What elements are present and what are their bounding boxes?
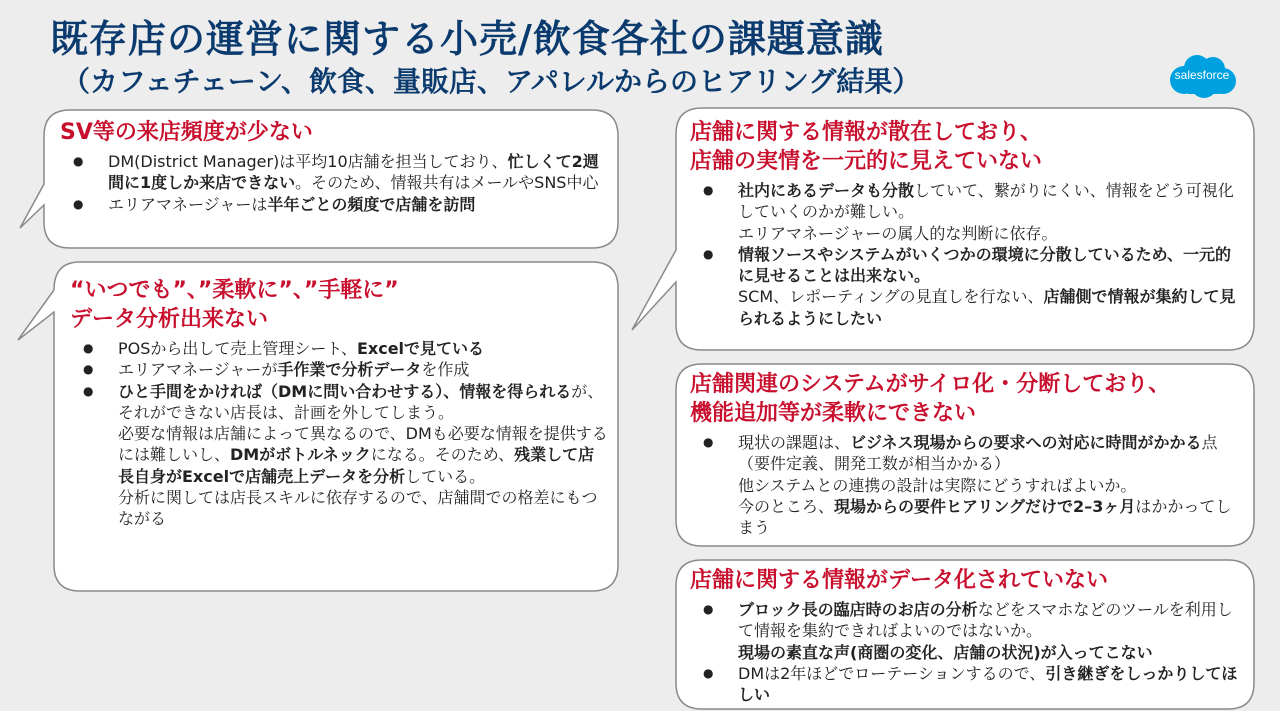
bullet-list [690,180,1246,329]
bullet-item [690,432,1246,538]
bullet-item [60,151,612,194]
body-text: している。 分析に関しては店長スキルに依存するので、店舗間での格差にもつながる [118,466,598,529]
bold-text: 店舗側で情報が集約して見られるようにしたい [738,287,1236,328]
bold-text: 忙しくて2週間に1度しか来店できない [108,152,599,193]
bullet-list [690,599,1248,705]
bubble-heading: “いつでも”、”柔軟に”、”手軽に” [70,278,399,303]
bullet-list [70,338,610,530]
body-text: POSから出して売上管理シート、 [118,339,357,358]
body-text: はかかってしまう [738,496,1232,538]
body-text: を作成 [421,360,470,380]
bold-text: 社内にあるデータも分散 [738,181,915,200]
bullet-item [70,381,610,530]
body-text: になる。そのため、 [370,445,515,465]
bubble-content-data-analysis [70,276,610,530]
bold-text: 現場の素直な声(商圏の変化、店舗の状況)が入ってこない [738,642,1153,662]
bold-text: 情報ソースやシステムがいくつかの環境に分散しているため、一元的に見せることは出来ない。 [738,244,1231,286]
bubble-heading: 機能追加等が柔軟にできない [690,401,977,426]
page-subtitle: （カフェチェーン、飲食、量販店、アパレルからのヒアリング結果） [62,65,921,98]
body-text: エリアマネージャーは [108,194,268,214]
bold-text: Excelで見ている [356,339,485,358]
bubble-content-silo-system [690,370,1246,538]
logo-text: salesforce [1174,68,1230,82]
body-text: SCM、レポーティングの見直しを行ない、 [738,287,1044,307]
body-text: 。そのため、情報共有はメールやSNS中心 [295,173,599,193]
body-text: などをスマホなどのツールを利用して情報を集約できればよいのではないか。 [738,600,1233,641]
body-text: 現状の課題は、 [738,433,851,452]
bubble-content-sv-frequency [60,118,612,215]
bold-text: 手作業で分析データ [277,360,422,380]
bullet-item [70,338,610,359]
bubble-content-scattered-info [690,118,1246,329]
bold-text: 残業して店長自身がExcelで店舗売上データを分析 [118,445,595,486]
bullet-list [690,432,1246,538]
bold-text: ブロック長の臨店時のお店の分析 [738,600,978,619]
bubble-heading: 店舗に関する情報が散在しており、 [690,120,1043,145]
bold-text: 半年ごとの頻度で店舗を訪問 [267,194,476,214]
body-text: DMは2年ほどでローテーションするので、 [738,663,1046,683]
body-text: DM(District Manager)は平均10店舗を担当しており、 [108,152,508,171]
bullet-item [70,359,610,380]
body-text: エリアマネージャーが [118,360,278,380]
bullet-item [690,663,1248,706]
bubble-heading: 店舗の実情を一元的に見えていない [690,149,1043,174]
bubble-heading: 店舗に関する情報がデータ化されていない [690,568,1109,593]
bubble-heading: データ分析出来ない [70,307,269,332]
bullet-item [690,599,1248,663]
bubble-heading: SV等の来店頻度が少ない [60,120,313,145]
body-text: 点（要件定義、開発工数が相当かかる） 他システムとの連携の設計は実際にどうすればよいか。 今のところ、 [738,433,1218,516]
body-text: していて、繋がりにくい、情報をどう可視化していくのかが難しい。 エリアマネージャーの属人的な判断に依存。 [738,181,1234,243]
bubble-heading: 店舗関連のシステムがサイロ化・分断しており、 [690,372,1171,397]
bold-text: DMがボトルネック [230,445,371,465]
page-title: 既存店の運営に関する小売/飲食各社の課題意識 [50,17,884,61]
bullet-item [60,194,612,215]
bold-text: ビジネス現場からの要求への対応に時間がかかる [850,433,1202,452]
bold-text: 現場からの要件ヒアリングだけで2–3ヶ月 [834,496,1136,516]
bullet-list [60,151,612,215]
bullet-item [690,244,1246,329]
bullet-item [690,180,1246,244]
bubble-content-not-digitized [690,566,1248,705]
body-text: が、それができない店長は、計画を外してしまう。 必要な情報は店舗によって異なるので、DMも必要な情報を提供するには難しいし、 [118,381,608,465]
bold-text: ひと手間をかければ（DMに問い合わせする）、情報を得られる [118,381,572,401]
bold-text: 引き継ぎをしっかりしてほしい [738,663,1238,705]
